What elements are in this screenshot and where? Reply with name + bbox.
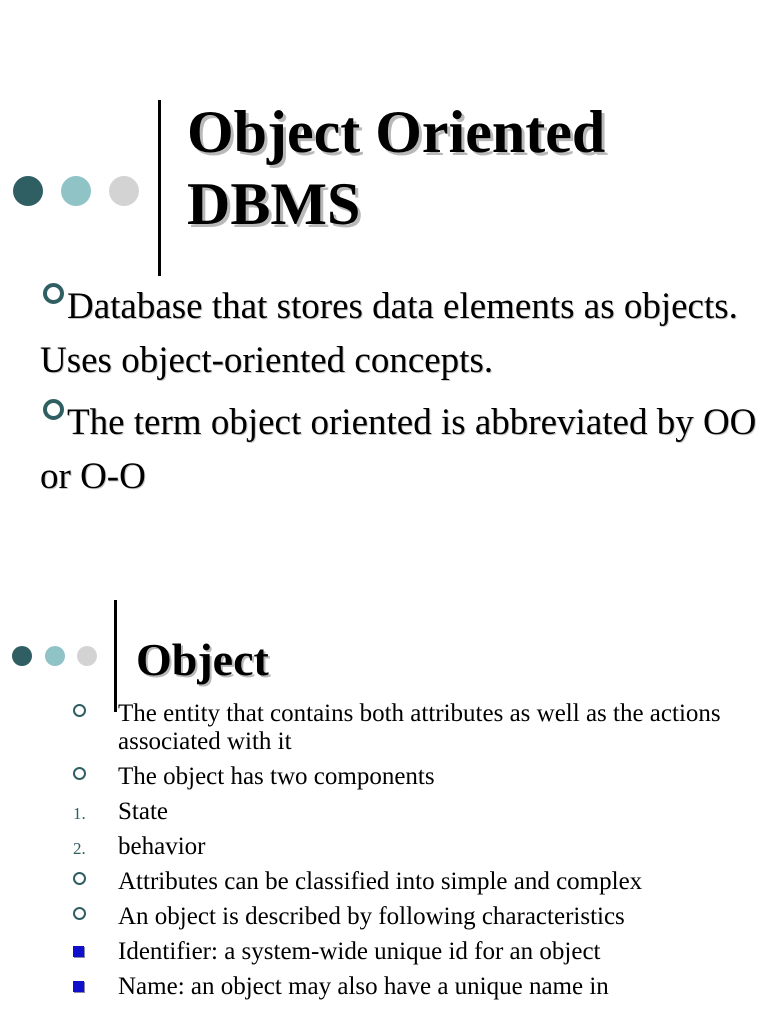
slide-1-bullet-text: The term object oriented is abbreviated by OO or O-O bbox=[40, 402, 757, 497]
list-item bbox=[0, 798, 768, 826]
list-number: 2. bbox=[73, 839, 86, 858]
list-item bbox=[0, 973, 768, 1001]
slide-1-bullet bbox=[40, 280, 760, 388]
list-item bbox=[0, 868, 768, 896]
list-item-text: behavior bbox=[118, 833, 206, 860]
square-bullet-icon bbox=[73, 946, 84, 957]
list-item-text: The entity that contains both attributes as well as the actions associated with it bbox=[118, 700, 721, 755]
list-number: 1. bbox=[73, 804, 86, 823]
list-item-text: Attributes can be classified into simple and complex bbox=[118, 868, 643, 895]
list-item bbox=[0, 903, 768, 931]
list-item-text: The object has two components bbox=[118, 763, 435, 790]
list-item-text: Identifier: a system-wide unique id for an object bbox=[118, 938, 601, 965]
slide-2-title: Object bbox=[136, 634, 269, 685]
slide-1-bullet bbox=[40, 396, 760, 504]
title-divider-bar bbox=[158, 100, 161, 276]
ring-bullet-icon bbox=[43, 283, 64, 304]
slide-1-bullet-list bbox=[40, 280, 760, 512]
list-item-text: An object is described by following characteristics bbox=[118, 903, 625, 930]
decorative-dot-light bbox=[109, 176, 139, 206]
decorative-dot-mid bbox=[45, 646, 65, 666]
decorative-dot-light bbox=[77, 646, 97, 666]
ring-bullet-icon bbox=[43, 399, 64, 420]
decorative-dot-dark bbox=[12, 646, 32, 666]
list-item bbox=[0, 938, 768, 966]
slide-1-title-line-1: Object Oriented bbox=[187, 99, 606, 165]
slide-1-title bbox=[187, 96, 605, 240]
list-item bbox=[0, 700, 768, 756]
list-item bbox=[0, 833, 768, 861]
decorative-dot-dark bbox=[13, 176, 43, 206]
ring-bullet-icon bbox=[73, 872, 86, 885]
slide-2 bbox=[0, 560, 768, 1024]
ring-bullet-icon bbox=[73, 704, 86, 717]
title-divider-bar bbox=[114, 600, 117, 712]
decorative-dot-mid bbox=[61, 176, 91, 206]
square-bullet-icon bbox=[73, 981, 84, 992]
ring-bullet-icon bbox=[73, 907, 86, 920]
list-item-text: State bbox=[118, 798, 168, 825]
list-item bbox=[0, 763, 768, 791]
list-item-text: Name: an object may also have a unique name in bbox=[118, 973, 609, 1000]
slide-1-bullet-text: Database that stores data elements as objects. Uses object-oriented concepts. bbox=[40, 286, 738, 381]
slide-2-bullet-list bbox=[0, 700, 768, 1008]
slide-1-title-line-2: DBMS bbox=[187, 171, 361, 237]
ring-bullet-icon bbox=[73, 767, 86, 780]
